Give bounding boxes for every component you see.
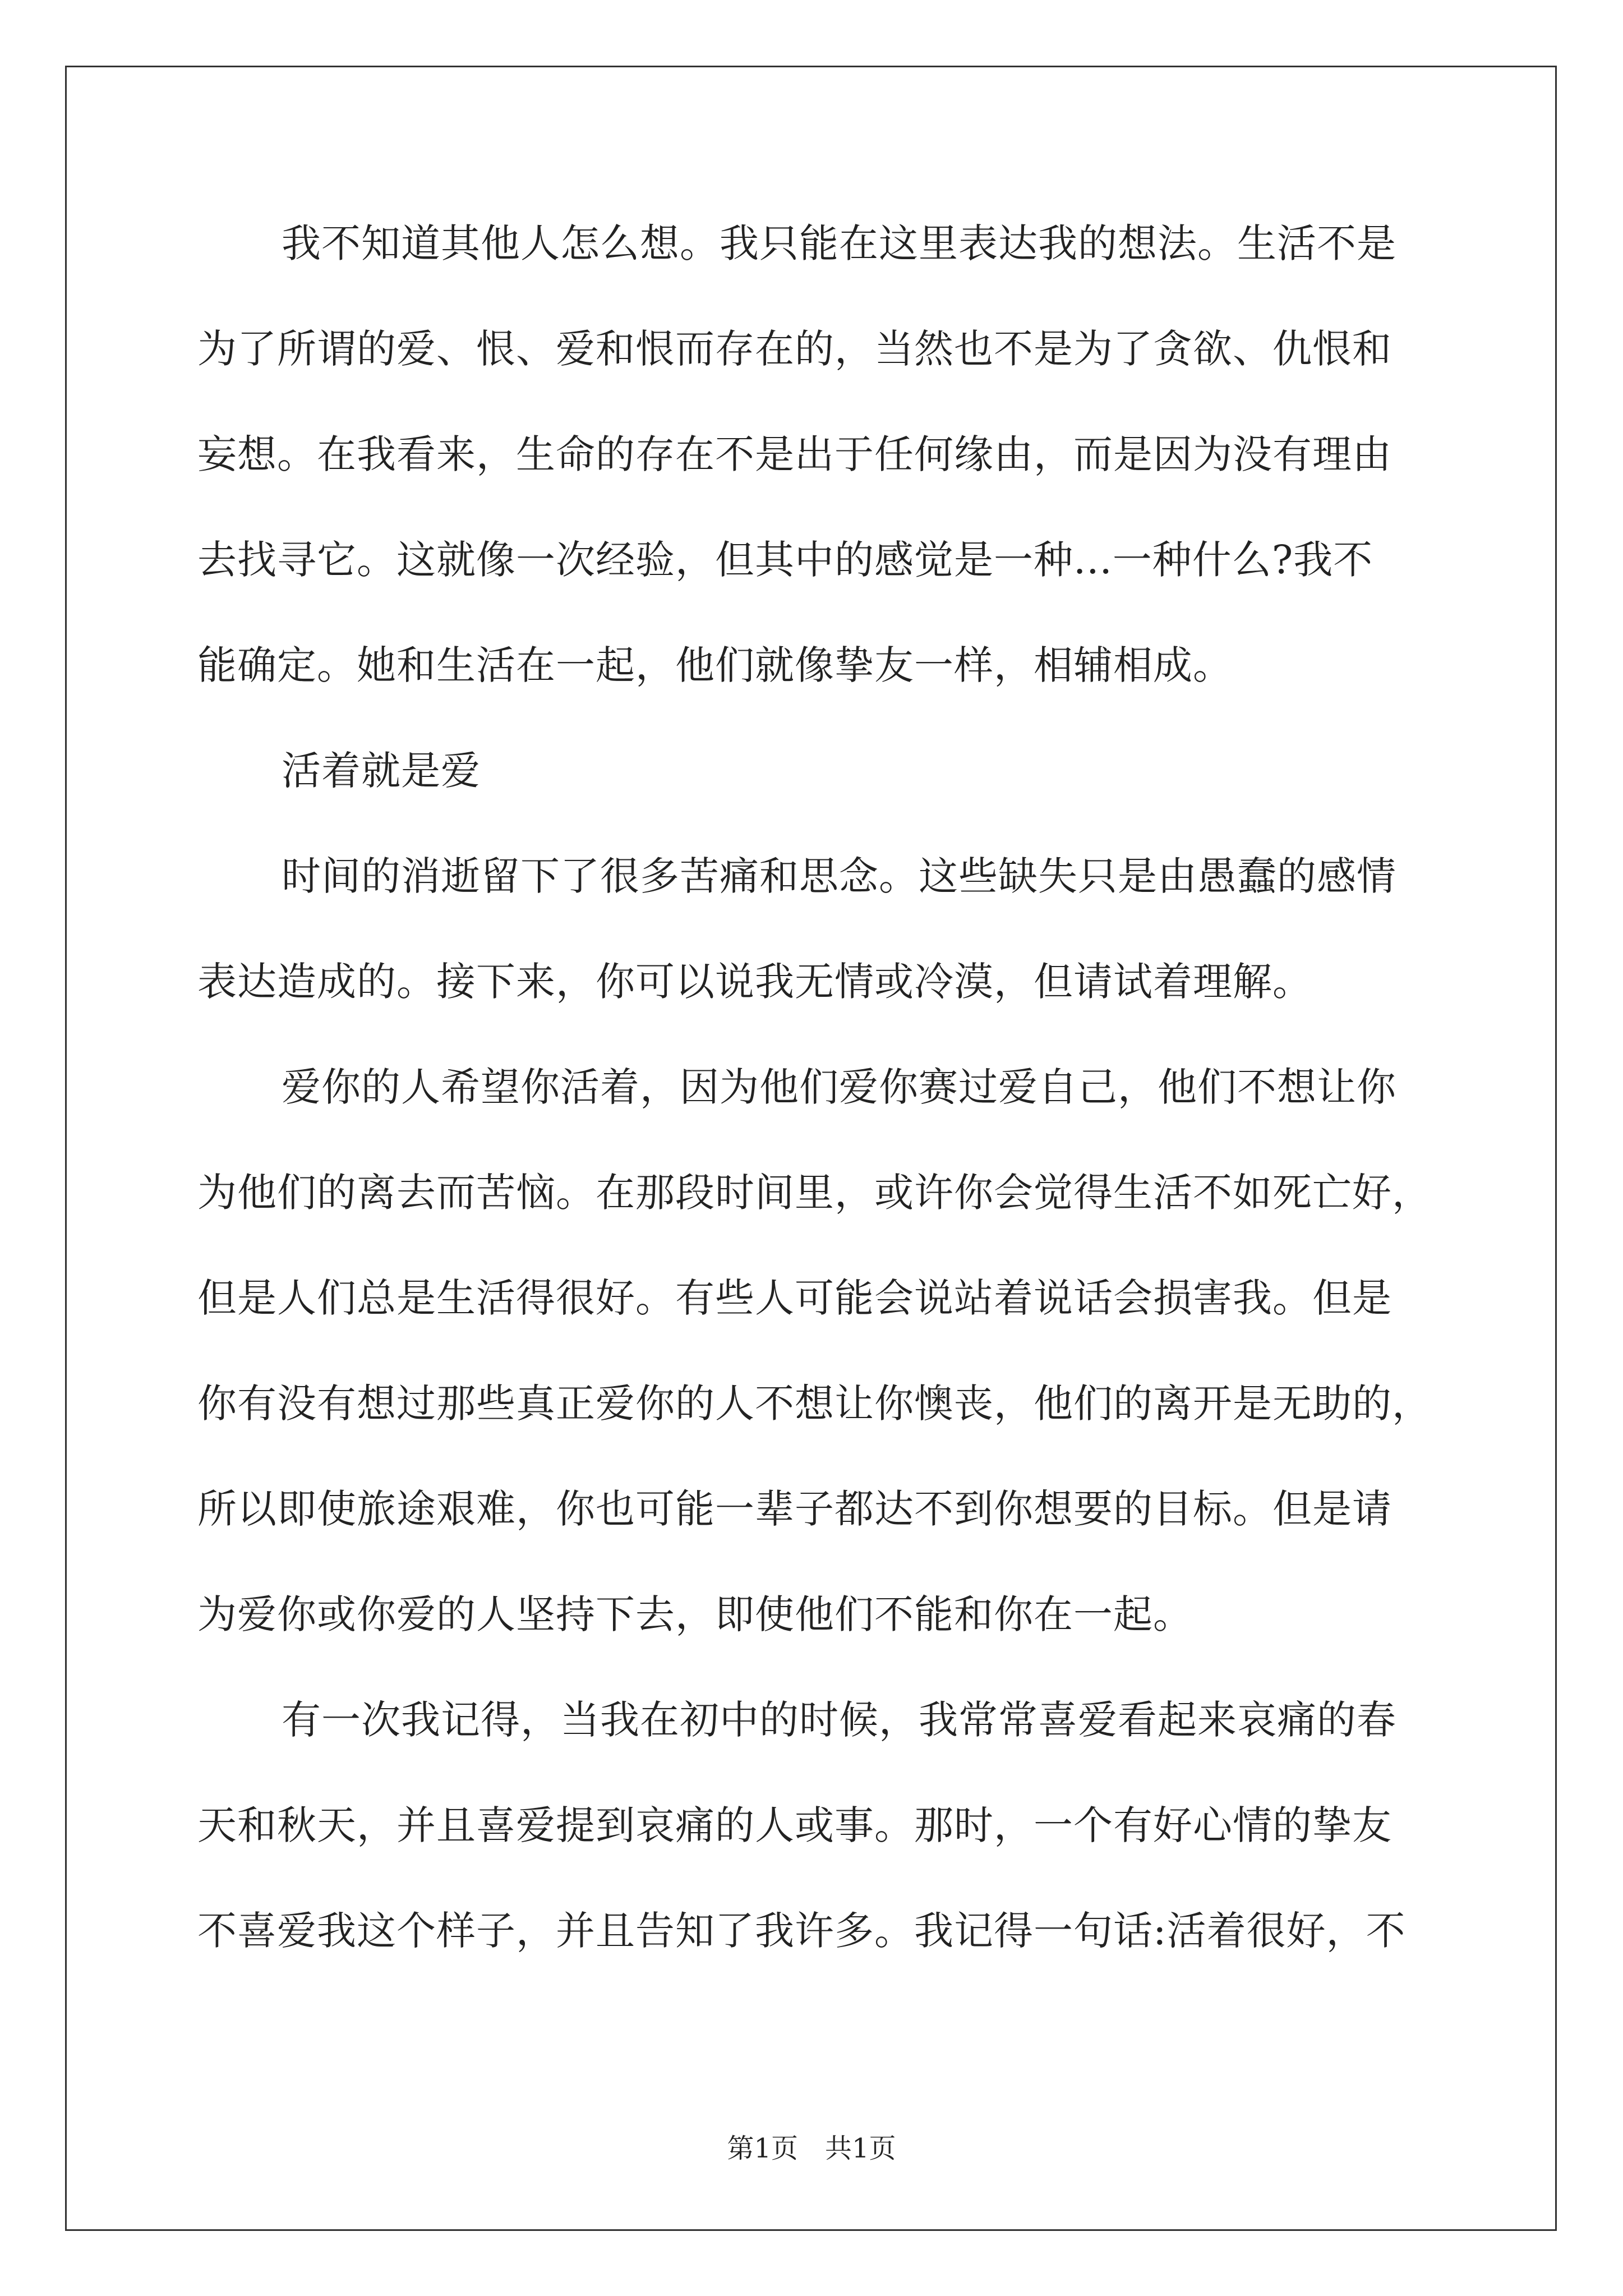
paragraph-2-line-2: 表达造成的。接下来，你可以说我无情或冷漠，但请试着理解。: [197, 959, 1312, 1005]
paragraph-3-line-2: 为他们的离去而苦恼。在那段时间里，或许你会觉得生活不如死亡好，: [197, 1170, 1432, 1216]
paragraph-3-line-5: 所以即使旅途艰难，你也可能一辈子都达不到你想要的目标。但是请: [197, 1486, 1392, 1532]
paragraph-1-line-3: 妄想。在我看来，生命的存在不是出于任何缘由，而是因为没有理由: [197, 431, 1392, 477]
paragraph-3-line-3: 但是人们总是生活得很好。有些人可能会说站着说话会损害我。但是: [197, 1275, 1392, 1321]
paragraph-2-line-1: 时间的消逝留下了很多苦痛和思念。这些缺失只是由愚蠢的感情: [282, 853, 1396, 899]
page-footer: 第1页 共1页: [727, 2133, 896, 2164]
section-heading: 活着就是爱: [282, 748, 481, 794]
paragraph-4-line-3: 不喜爱我这个样子，并且告知了我许多。我记得一句话:活着很好，不: [197, 1908, 1406, 1954]
paragraph-3-line-1: 爱你的人希望你活着，因为他们爱你赛过爱自己，他们不想让你: [282, 1064, 1396, 1110]
paragraph-1-line-2: 为了所谓的爱、恨、爱和恨而存在的，当然也不是为了贪欲、仇恨和: [197, 326, 1392, 372]
paragraph-1-line-5: 能确定。她和生活在一起，他们就像挚友一样，相辅相成。: [197, 642, 1233, 688]
paragraph-3-line-4: 你有没有想过那些真正爱你的人不想让你懊丧，他们的离开是无助的，: [197, 1381, 1432, 1427]
paragraph-4-line-2: 天和秋天，并且喜爱提到哀痛的人或事。那时，一个有好心情的挚友: [197, 1802, 1392, 1848]
paragraph-4-line-1: 有一次我记得，当我在初中的时候，我常常喜爱看起来哀痛的春: [282, 1697, 1396, 1743]
paragraph-1-line-4: 去找寻它。这就像一次经验，但其中的感觉是一种...一种什么?我不: [197, 537, 1373, 583]
document-body: [197, 208, 1431, 2000]
paragraph-3-line-6: 为爱你或你爱的人坚持下去，即使他们不能和你在一起。: [197, 1591, 1193, 1637]
paragraph-1-line-1: 我不知道其他人怎么想。我只能在这里表达我的想法。生活不是: [282, 220, 1396, 266]
